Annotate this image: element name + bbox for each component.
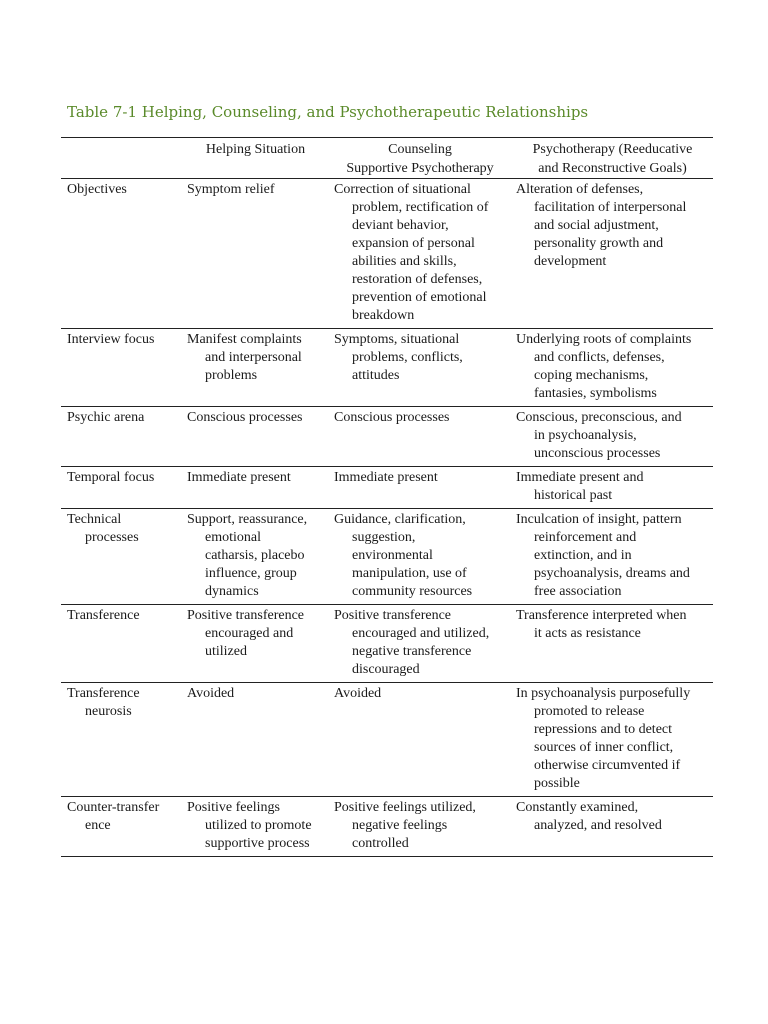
cell-line: promoted to release (534, 704, 645, 719)
cell-line: reinforcement and (534, 530, 637, 545)
psychotherapy-cell (510, 605, 713, 683)
cell-line: Inculcation of insight, pattern (516, 512, 682, 527)
cell-line: In psychoanalysis purposefully (516, 686, 691, 701)
table-row (61, 683, 713, 797)
cell-line: neurosis (85, 704, 132, 719)
cell-line: prevention of emotional (352, 290, 487, 305)
psychotherapy-cell (510, 329, 713, 407)
cell-line: encouraged and (205, 626, 294, 641)
header-line: Psychotherapy (Reeducative (532, 142, 693, 157)
cell-line: utilized to promote (205, 818, 312, 833)
cell-line: psychoanalysis, dreams and (534, 566, 690, 581)
helping-cell (181, 797, 328, 857)
cell-line: Symptom relief (187, 182, 275, 197)
cell-line: Counter-transfer (67, 800, 160, 815)
cell-line: Immediate present and (516, 470, 644, 485)
counseling-cell (328, 797, 510, 857)
cell-line: problem, rectification of (352, 200, 489, 215)
cell-line: community resources (352, 584, 473, 599)
table-row (61, 509, 713, 605)
row-label-cell (61, 683, 181, 797)
counseling-cell (328, 509, 510, 605)
cell-line: Transference (67, 686, 140, 701)
cell-line: development (534, 254, 607, 269)
cell-line: Interview focus (67, 332, 155, 347)
cell-line: Immediate present (187, 470, 291, 485)
row-label-cell (61, 467, 181, 509)
cell-line: influence, group (205, 566, 297, 581)
cell-line: dynamics (205, 584, 259, 599)
cell-line: analyzed, and resolved (534, 818, 662, 833)
header-cell-psychotherapy (510, 138, 713, 179)
cell-line: Objectives (67, 182, 127, 197)
cell-line: problems (205, 368, 258, 383)
table-row (61, 797, 713, 857)
cell-line: supportive process (205, 836, 310, 851)
table-row (61, 329, 713, 407)
table-row (61, 407, 713, 467)
psychotherapy-cell (510, 797, 713, 857)
cell-line: in psychoanalysis, (534, 428, 637, 443)
table-caption: Table 7-1 Helping, Counseling, and Psychotherapeutic Relationships (67, 103, 589, 121)
cell-line: unconscious processes (534, 446, 661, 461)
cell-line: Positive feelings utilized, (334, 800, 476, 815)
cell-line: and conflicts, defenses, (534, 350, 665, 365)
cell-line: and interpersonal (205, 350, 302, 365)
cell-line: breakdown (352, 308, 415, 323)
cell-line: Alteration of defenses, (516, 182, 644, 197)
cell-line: processes (85, 530, 139, 545)
cell-line: extinction, and in (534, 548, 632, 563)
row-label-cell (61, 407, 181, 467)
row-label-cell (61, 509, 181, 605)
counseling-cell (328, 467, 510, 509)
header-line: Helping Situation (205, 142, 306, 157)
cell-line: restoration of defenses, (352, 272, 483, 287)
row-label-cell (61, 605, 181, 683)
header-cell-helping (181, 138, 328, 179)
cell-line: encouraged and utilized, (352, 626, 490, 641)
psychotherapy-cell (510, 509, 713, 605)
psychotherapy-cell (510, 407, 713, 467)
cell-line: negative feelings (352, 818, 448, 833)
cell-line: ence (85, 818, 111, 833)
header-cell-blank (61, 138, 181, 179)
cell-line: historical past (534, 488, 613, 503)
cell-line: free association (534, 584, 622, 599)
cell-line: emotional (205, 530, 261, 545)
helping-cell (181, 605, 328, 683)
cell-line: otherwise circumvented if (534, 758, 681, 773)
cell-line: Positive transference (187, 608, 305, 623)
cell-line: attitudes (352, 368, 400, 383)
table-row (61, 605, 713, 683)
counseling-cell (328, 683, 510, 797)
row-label-cell (61, 797, 181, 857)
counseling-cell (328, 407, 510, 467)
cell-line: repressions and to detect (534, 722, 673, 737)
psychotherapy-cell (510, 683, 713, 797)
cell-line: and social adjustment, (534, 218, 659, 233)
cell-line: controlled (352, 836, 409, 851)
cell-line: Technical (67, 512, 122, 527)
helping-cell (181, 509, 328, 605)
cell-line: possible (534, 776, 580, 791)
cell-line: expansion of personal (352, 236, 475, 251)
cell-line: Transference interpreted when (516, 608, 687, 623)
header-line: Supportive Psychotherapy (346, 161, 494, 176)
table-row (61, 467, 713, 509)
cell-line: deviant behavior, (352, 218, 449, 233)
cell-line: negative transference (352, 644, 472, 659)
helping-cell (181, 467, 328, 509)
cell-line: Avoided (334, 686, 382, 701)
table-row (61, 179, 713, 329)
cell-line: Support, reassurance, (187, 512, 308, 527)
helping-cell (181, 407, 328, 467)
cell-line: personality growth and (534, 236, 664, 251)
counseling-cell (328, 179, 510, 329)
header-row (61, 138, 713, 179)
cell-line: Constantly examined, (516, 800, 639, 815)
cell-line: Conscious, preconscious, and (516, 410, 682, 425)
helping-cell (181, 683, 328, 797)
row-label-cell (61, 329, 181, 407)
header-line: and Reconstructive Goals) (538, 161, 687, 176)
cell-line: problems, conflicts, (352, 350, 463, 365)
counseling-cell (328, 605, 510, 683)
table-body (61, 179, 713, 857)
cell-line: discouraged (352, 662, 420, 677)
cell-line: suggestion, (352, 530, 416, 545)
header-cell-counseling (328, 138, 510, 179)
psychotherapy-cell (510, 179, 713, 329)
helping-cell (181, 329, 328, 407)
cell-line: sources of inner conflict, (534, 740, 674, 755)
counseling-cell (328, 329, 510, 407)
cell-line: Correction of situational (334, 182, 471, 197)
cell-line: Conscious processes (334, 410, 450, 425)
cell-line: abilities and skills, (352, 254, 457, 269)
cell-line: Underlying roots of complaints (516, 332, 692, 347)
cell-line: coping mechanisms, (534, 368, 649, 383)
cell-line: Positive feelings (187, 800, 280, 815)
table-header (61, 138, 713, 179)
cell-line: facilitation of interpersonal (534, 200, 687, 215)
cell-line: utilized (205, 644, 247, 659)
cell-line: Avoided (187, 686, 235, 701)
cell-line: fantasies, symbolisms (534, 386, 657, 401)
cell-line: Psychic arena (67, 410, 145, 425)
cell-line: manipulation, use of (352, 566, 467, 581)
cell-line: Positive transference (334, 608, 452, 623)
cell-line: it acts as resistance (534, 626, 641, 641)
header-line: Counseling (388, 142, 452, 157)
cell-line: Guidance, clarification, (334, 512, 466, 527)
cell-line: Temporal focus (67, 470, 155, 485)
cell-line: environmental (352, 548, 433, 563)
cell-line: Transference (67, 608, 140, 623)
cell-line: Manifest complaints (187, 332, 302, 347)
cell-line: Immediate present (334, 470, 438, 485)
helping-cell (181, 179, 328, 329)
relationships-table (61, 137, 713, 857)
row-label-cell (61, 179, 181, 329)
psychotherapy-cell (510, 467, 713, 509)
cell-line: catharsis, placebo (205, 548, 305, 563)
cell-line: Conscious processes (187, 410, 303, 425)
cell-line: Symptoms, situational (334, 332, 460, 347)
